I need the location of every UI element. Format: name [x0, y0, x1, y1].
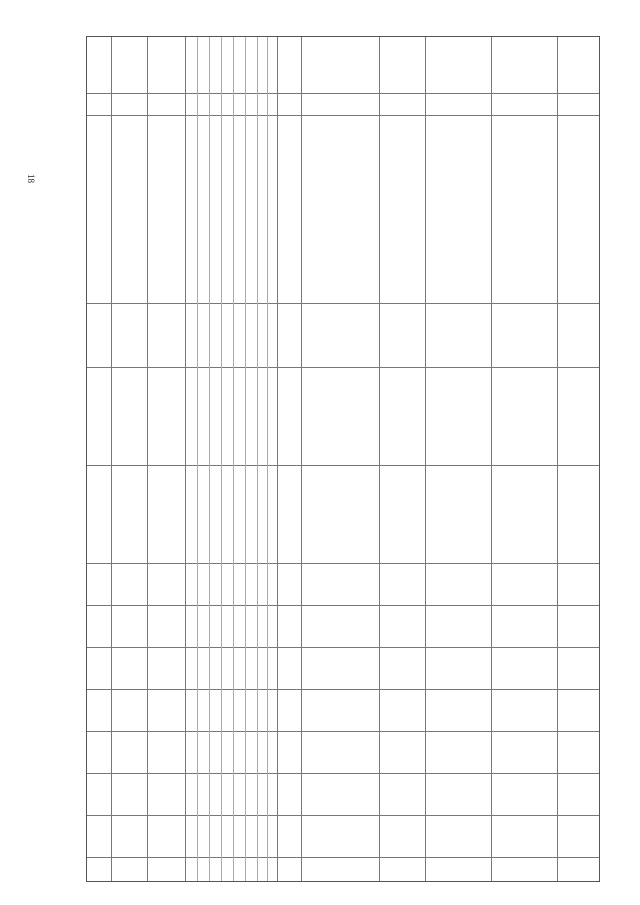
row-divider — [87, 773, 599, 774]
column-number-row-divider — [87, 115, 599, 116]
row-divider — [87, 367, 599, 368]
code-subcolumn-divider — [257, 37, 258, 881]
column-divider — [111, 37, 112, 881]
column-divider — [147, 37, 148, 881]
row-divider — [87, 689, 599, 690]
program-table — [86, 36, 600, 882]
code-subcolumn-divider — [221, 37, 222, 881]
code-subcolumn-divider — [197, 37, 198, 881]
row-divider — [87, 605, 599, 606]
row-divider — [87, 465, 599, 466]
column-divider — [379, 37, 380, 881]
column-divider — [301, 37, 302, 881]
column-divider — [425, 37, 426, 881]
column-divider — [277, 37, 278, 881]
row-divider — [87, 731, 599, 732]
row-divider — [87, 303, 599, 304]
page-number: 18 — [26, 174, 36, 183]
code-subcolumn-divider — [209, 37, 210, 881]
column-divider — [491, 37, 492, 881]
row-divider — [87, 857, 599, 858]
row-divider — [87, 647, 599, 648]
column-divider — [185, 37, 186, 881]
code-subcolumn-divider — [245, 37, 246, 881]
code-subcolumn-divider — [267, 37, 268, 881]
code-subcolumn-divider — [233, 37, 234, 881]
column-divider — [557, 37, 558, 881]
row-divider — [87, 563, 599, 564]
row-divider — [87, 815, 599, 816]
header-divider — [87, 93, 599, 94]
